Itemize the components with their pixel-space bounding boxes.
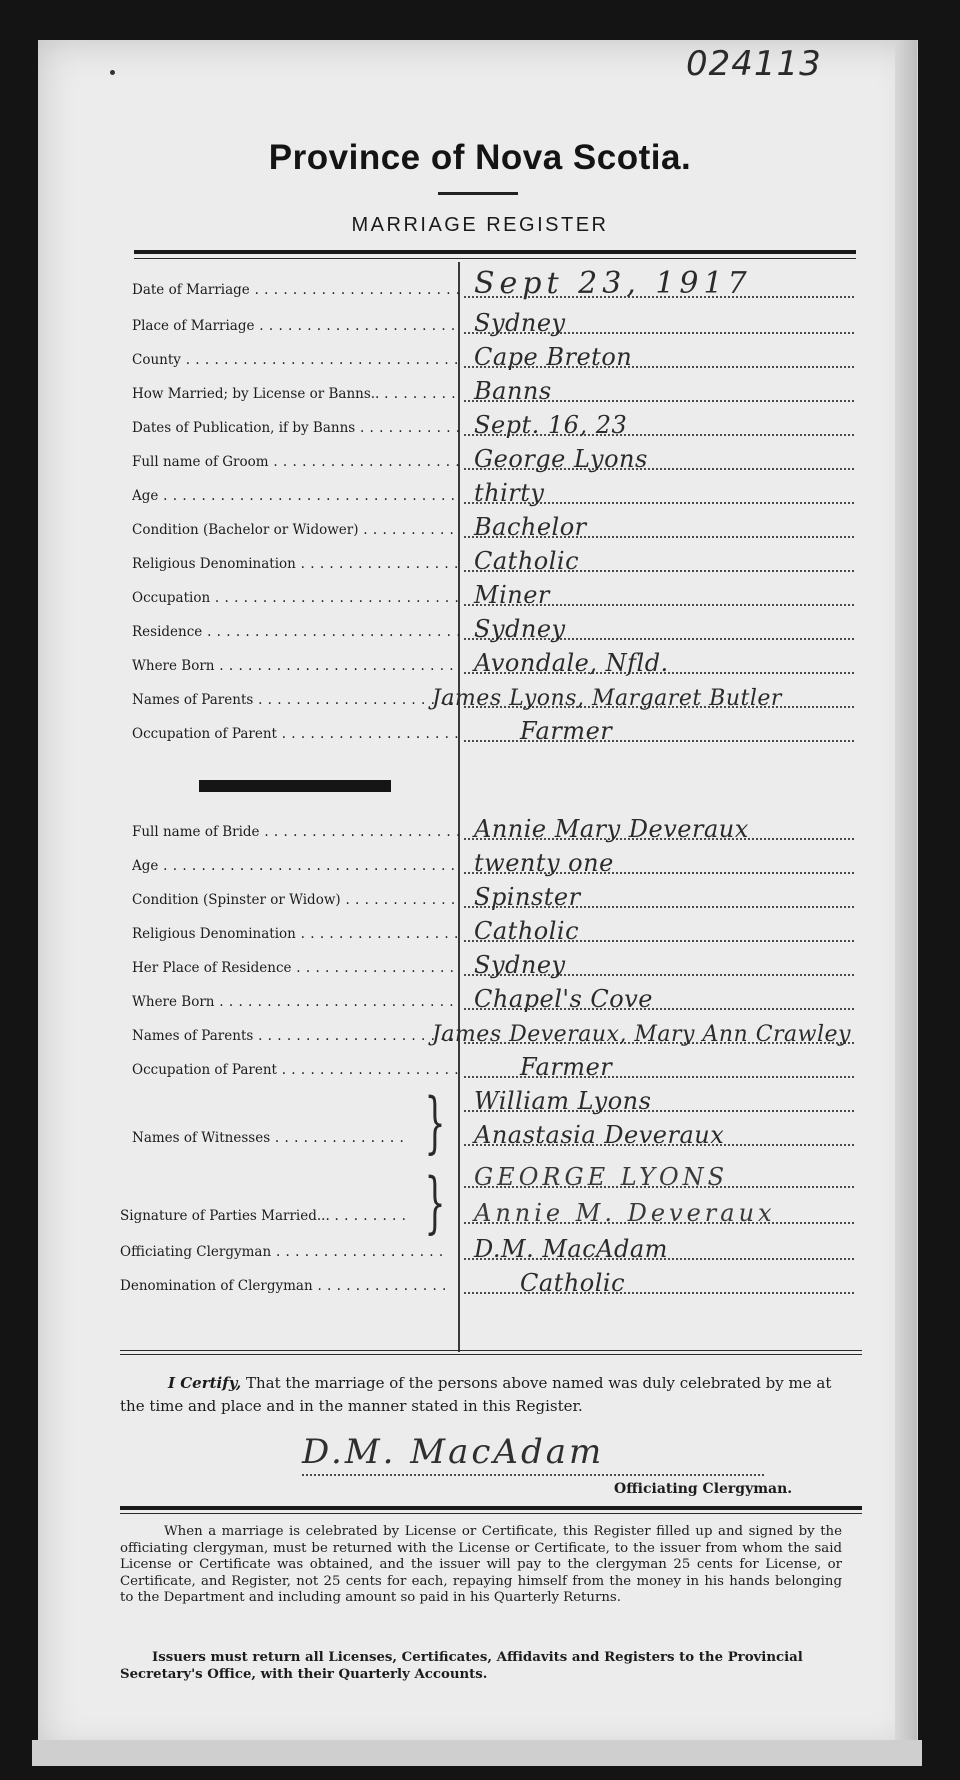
value-signature-1-row (0, 1160, 960, 1194)
field-groom-age: Age . . . thirty (0, 476, 960, 510)
top-rule (134, 250, 856, 254)
field-officiating-clergyman: Officiating Clergyman . . . D.M. MacAdam (0, 1232, 960, 1266)
field-bride-religion: Religious Denomination . . . Catholic (0, 914, 960, 948)
field-date-of-marriage: Date of Marriage . . . Sept 23, 1917 (0, 270, 960, 304)
signatures-brace: } (424, 1164, 446, 1241)
field-groom-parent-occupation: Occupation of Parent . . . Farmer (0, 714, 960, 748)
certify-rule-top (120, 1350, 862, 1351)
field-bride-residence: Her Place of Residence . . . Sydney (0, 948, 960, 982)
field-groom-parents: Names of Parents . . . James Lyons, Margaret Butler (0, 680, 960, 714)
field-county: County . . . Cape Breton (0, 340, 960, 374)
field-witnesses: Names of Witnesses . . . Anastasia Deveraux (0, 1118, 960, 1152)
file-number: 024113 (686, 44, 822, 84)
top-rule-thin (134, 258, 856, 259)
value-signature-1: GEORGE LYONS (474, 1163, 729, 1191)
document-subtitle: MARRIAGE REGISTER (351, 214, 609, 236)
field-bride-age: Age . . . twenty one (0, 846, 960, 880)
certification-text (120, 1372, 860, 1418)
title-rule (438, 192, 518, 195)
field-bride-parent-occupation: Occupation of Parent . . . Farmer (0, 1050, 960, 1084)
instructions-paragraph: When a marriage is celebrated by License or Certificate, this Register filled up and signed by the officiating clergyman, must be returned with the License or Certificate, to the issuer from whom the said License or Certificate was obtained, and the issuer will pay to the clergyman 25 cents for License, or Certificate, and Register, not 25 cents for each, repaying himself from the money in his hands belonging to the Department and including amount so paid in his Quarterly Returns. (120, 1524, 842, 1605)
signature-caption: Officiating Clergyman. (614, 1481, 793, 1497)
value-witness-1-row (0, 1084, 960, 1118)
field-groom-where-born: Where Born . . . Avondale, Nfld. (0, 646, 960, 680)
notice-rule (120, 1506, 862, 1510)
field-groom-religion: Religious Denomination . . . Catholic (0, 544, 960, 578)
section-divider-bar (199, 780, 391, 792)
field-groom-name: Full name of Groom . . . George Lyons (0, 442, 960, 476)
value-signature-2: Annie M. Deveraux (474, 1199, 776, 1227)
witnesses-brace: } (424, 1084, 446, 1161)
field-bride-parents: Names of Parents . . . James Deveraux, Mary Ann Crawley (0, 1016, 960, 1050)
certify-body: That the marriage of the persons above named was duly celebrated by me at the time and place and in the manner stated in this Register. (120, 1374, 832, 1415)
clergyman-signature: D.M. MacAdam (302, 1432, 605, 1472)
field-how-married: How Married; by License or Banns.. . . . Banns (0, 374, 960, 408)
field-groom-condition: Condition (Bachelor or Widower) . . . Bachelor (0, 510, 960, 544)
field-bride-condition: Condition (Spinster or Widow) . . . Spinster (0, 880, 960, 914)
value-date-of-marriage: Sept 23, 1917 (474, 266, 752, 301)
document-title: Province of Nova Scotia. (268, 138, 692, 177)
field-dates-of-publication: Dates of Publication, if by Banns . . . Sept. 16, 23 (0, 408, 960, 442)
field-bride-where-born: Where Born . . . Chapel's Cove (0, 982, 960, 1016)
field-bride-name: Full name of Bride . . . Annie Mary Deveraux (0, 812, 960, 846)
field-clergy-denomination: Denomination of Clergyman . . . Catholic (0, 1266, 960, 1300)
field-signatures: Signature of Parties Married... . . . Annie M. Deveraux (0, 1196, 960, 1230)
paper-underlay (32, 1740, 922, 1766)
field-groom-residence: Residence . . . Sydney (0, 612, 960, 646)
issuers-instruction: Issuers must return all Licenses, Certificates, Affidavits and Registers to the Provincial Secretary's Office, with their Quarterly Accounts. (120, 1650, 803, 1682)
ink-dot (110, 70, 115, 75)
certify-rule-top-2 (120, 1354, 862, 1355)
field-groom-occupation: Occupation . . . Miner (0, 578, 960, 612)
certify-lead: I Certify, (168, 1374, 242, 1392)
value-witness-2: Anastasia Deveraux (474, 1121, 725, 1149)
signature-line (302, 1474, 764, 1476)
value-witness-1: William Lyons (474, 1087, 652, 1115)
notice-rule-thin (120, 1513, 862, 1514)
field-place-of-marriage: Place of Marriage . . . Sydney (0, 306, 960, 340)
